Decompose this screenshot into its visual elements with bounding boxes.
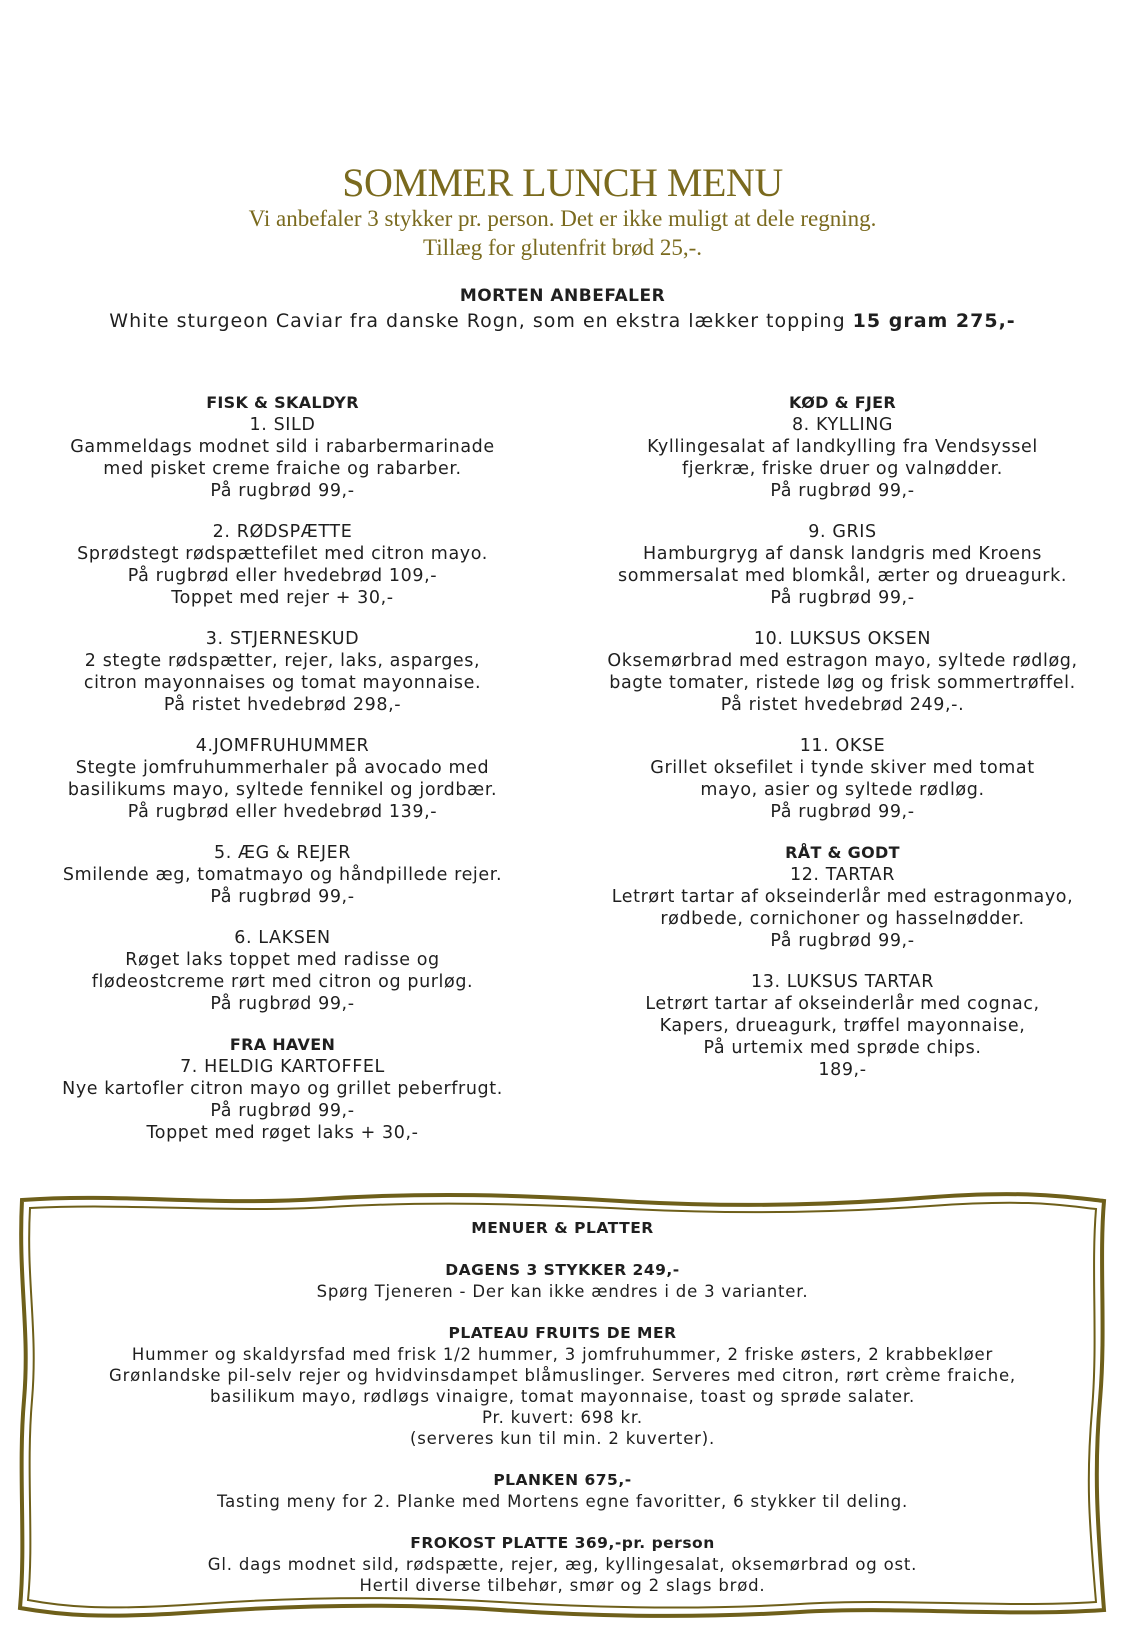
menu-item-name: 5. ÆG & REJER: [213, 843, 352, 863]
menu-item-line: Hamburgryg af dansk landgris med Kroens: [642, 544, 1043, 564]
menu-item-name: 6. LAKSEN: [234, 928, 331, 948]
menu-item-line: fjerkræ, friske druer og valnødder.: [682, 459, 1003, 479]
recommendation-heading: MORTEN ANBEFALER: [459, 286, 666, 306]
menu-item-line: med pisket creme fraiche og rabarber.: [103, 459, 462, 479]
menu-item-line: 189,-: [818, 1060, 867, 1080]
menu-item-line: Kyllingesalat af landkylling fra Vendsyssel: [647, 437, 1038, 457]
platter-block: [30, 1260, 1095, 1302]
menu-item-name: 4.JOMFRUHUMMER: [195, 736, 370, 756]
menu-item-line: citron mayonnaises og tomat mayonnaise.: [83, 673, 482, 693]
menu-item-name: 7. HELDIG KARTOFFEL: [180, 1057, 385, 1077]
menu-item-name: 11. OKSE: [799, 736, 886, 756]
section-heading: RÅT & GODT: [785, 843, 900, 862]
menu-subtitle-1: Vi anbefaler 3 stykker pr. person. Det er ikke muligt at dele regning.: [248, 206, 877, 231]
menu-subtitle-2: Tillæg for glutenfrit brød 25,-.: [423, 235, 702, 260]
menu-item: [580, 521, 1105, 609]
menu-item-line: På rugbrød 99,-: [210, 481, 355, 501]
menu-item-line: Smilende æg, tomatmayo og håndpillede rejer.: [62, 865, 503, 885]
menu-item-line: Grillet oksefilet i tynde skiver med tomat: [650, 758, 1035, 778]
menu-item-line: På rugbrød 99,-: [770, 588, 915, 608]
menu-item-line: 2 stegte rødspætter, rejer, laks, asparges,: [84, 651, 481, 671]
menu-item: [20, 521, 545, 609]
menu-item: [20, 927, 545, 1015]
menu-item-line: På ristet hvedebrød 249,-.: [720, 695, 965, 715]
recommendation-price: 15 gram 275,-: [852, 310, 1016, 332]
menu-item-line: På rugbrød 99,-: [770, 802, 915, 822]
menu-item: [580, 971, 1105, 1081]
menu-item-name: 1. SILD: [249, 415, 316, 435]
menu-item-line: På urtemix med sprøde chips.: [703, 1038, 982, 1058]
left-menu-column: [20, 392, 545, 1163]
menu-item: [20, 628, 545, 716]
menu-item-name: 9. GRIS: [808, 522, 877, 542]
platter-box-heading: MENUER & PLATTER: [471, 1219, 654, 1237]
platter-line: Hummer og skaldyrsfad med frisk 1/2 hummer, 3 jomfruhummer, 2 friske østers, 2 krabbekløer: [131, 1345, 994, 1364]
menu-item-line: Toppet med røget laks + 30,-: [146, 1123, 419, 1143]
platter-line: Tasting meny for 2. Planke med Mortens egne favoritter, 6 stykker til deling.: [216, 1492, 909, 1511]
platter-block: [30, 1533, 1095, 1596]
menu-item: [20, 842, 545, 908]
platter-line: Pr. kuvert: 698 kr.: [482, 1408, 643, 1427]
menu-item-line: basilikums mayo, syltede fennikel og jordbær.: [67, 780, 498, 800]
platter-title: PLATEAU FRUITS DE MER: [448, 1324, 677, 1342]
menu-item: [20, 735, 545, 823]
menu-header: [0, 162, 1125, 262]
platter-block: [30, 1323, 1095, 1449]
menu-item-line: Kapers, drueagurk, trøffel mayonnaise,: [659, 1016, 1026, 1036]
section-heading: FRA HAVEN: [229, 1035, 336, 1054]
menu-item-line: sommersalat med blomkål, ærter og drueagurk.: [618, 566, 1067, 586]
menu-item-line: Nye kartofler citron mayo og grillet peberfrugt.: [62, 1079, 503, 1099]
menu-title: SOMMER LUNCH MENU: [342, 160, 783, 205]
recommendation: [0, 284, 1125, 334]
menu-item-line: rødbede, cornichoner og hasselnødder.: [660, 909, 1025, 929]
menu-item: [580, 842, 1105, 952]
menu-item-name: 2. RØDSPÆTTE: [212, 522, 353, 542]
menu-item: [580, 735, 1105, 823]
menu-item-name: 3. STJERNESKUD: [205, 629, 360, 649]
platter-line: Hertil diverse tilbehør, smør og 2 slags brød.: [359, 1576, 766, 1595]
right-menu-column: [580, 392, 1105, 1100]
menu-item-name: 12. TARTAR: [789, 865, 896, 885]
menu-item-line: Sprødstegt rødspættefilet med citron mayo.: [77, 544, 488, 564]
menu-item-name: 8. KYLLING: [791, 415, 894, 435]
recommendation-text: [0, 308, 1125, 334]
section-heading: FISK & SKALDYR: [206, 393, 359, 412]
section-heading: KØD & FJER: [788, 393, 897, 412]
menu-item-line: På rugbrød 99,-: [210, 994, 355, 1014]
menu-item-line: På rugbrød 99,-: [770, 481, 915, 501]
menu-item-name: 13. LUKSUS TARTAR: [751, 972, 934, 992]
menu-item-line: Toppet med rejer + 30,-: [171, 588, 394, 608]
menu-item-line: Letrørt tartar af okseinderlår med cognac,: [645, 994, 1040, 1014]
menu-item-line: På ristet hvedebrød 298,-: [163, 695, 402, 715]
menu-item-line: Røget laks toppet med radisse og: [125, 950, 440, 970]
menu-item-line: På rugbrød eller hvedebrød 139,-: [127, 802, 438, 822]
menu-item: [580, 628, 1105, 716]
menu-item-line: På rugbrød 99,-: [210, 1101, 355, 1121]
menu-item: [580, 392, 1105, 502]
platter-line: Spørg Tjeneren - Der kan ikke ændres i de 3 varianter.: [316, 1282, 809, 1301]
menu-item-line: På rugbrød 99,-: [770, 931, 915, 951]
platter-box: [30, 1218, 1095, 1617]
menu-item-line: bagte tomater, ristede løg og frisk sommertrøffel.: [609, 673, 1076, 693]
menu-item: [20, 1034, 545, 1144]
platter-line: Grønlandske pil-selv rejer og hvidvinsdampet blåmuslinger. Serveres med citron, rørt crème fraiche,: [109, 1366, 1016, 1385]
menu-item-line: flødeostcreme rørt med citron og purløg.: [91, 972, 474, 992]
menu-item-line: På rugbrød eller hvedebrød 109,-: [127, 566, 438, 586]
menu-item-line: På rugbrød 99,-: [210, 887, 355, 907]
menu-item-line: Gammeldags modnet sild i rabarbermarinade: [70, 437, 495, 457]
platter-title: PLANKEN 675,-: [493, 1471, 632, 1489]
platter-title: DAGENS 3 STYKKER 249,-: [445, 1261, 680, 1279]
menu-item-line: mayo, asier og syltede rødløg.: [700, 780, 985, 800]
platter-line: Gl. dags modnet sild, rødspætte, rejer, æg, kyllingesalat, oksemørbrad og ost.: [207, 1555, 918, 1574]
menu-item-name: 10. LUKSUS OKSEN: [753, 629, 932, 649]
recommendation-description: White sturgeon Caviar fra danske Rogn, som en ekstra lækker topping: [109, 310, 853, 332]
platter-line: (serveres kun til min. 2 kuverter).: [409, 1429, 716, 1448]
platter-block: [30, 1470, 1095, 1512]
menu-item: [20, 392, 545, 502]
platter-title: FROKOST PLATTE 369,-pr. person: [410, 1534, 715, 1552]
menu-item-line: Stegte jomfruhummerhaler på avocado med: [75, 758, 490, 778]
menu-item-line: Letrørt tartar af okseinderlår med estragonmayo,: [611, 887, 1074, 907]
menu-item-line: Oksemørbrad med estragon mayo, syltede rødløg,: [607, 651, 1078, 671]
platter-line: basilikum mayo, rødløgs vinaigre, tomat mayonnaise, toast og sprøde salater.: [210, 1387, 915, 1406]
